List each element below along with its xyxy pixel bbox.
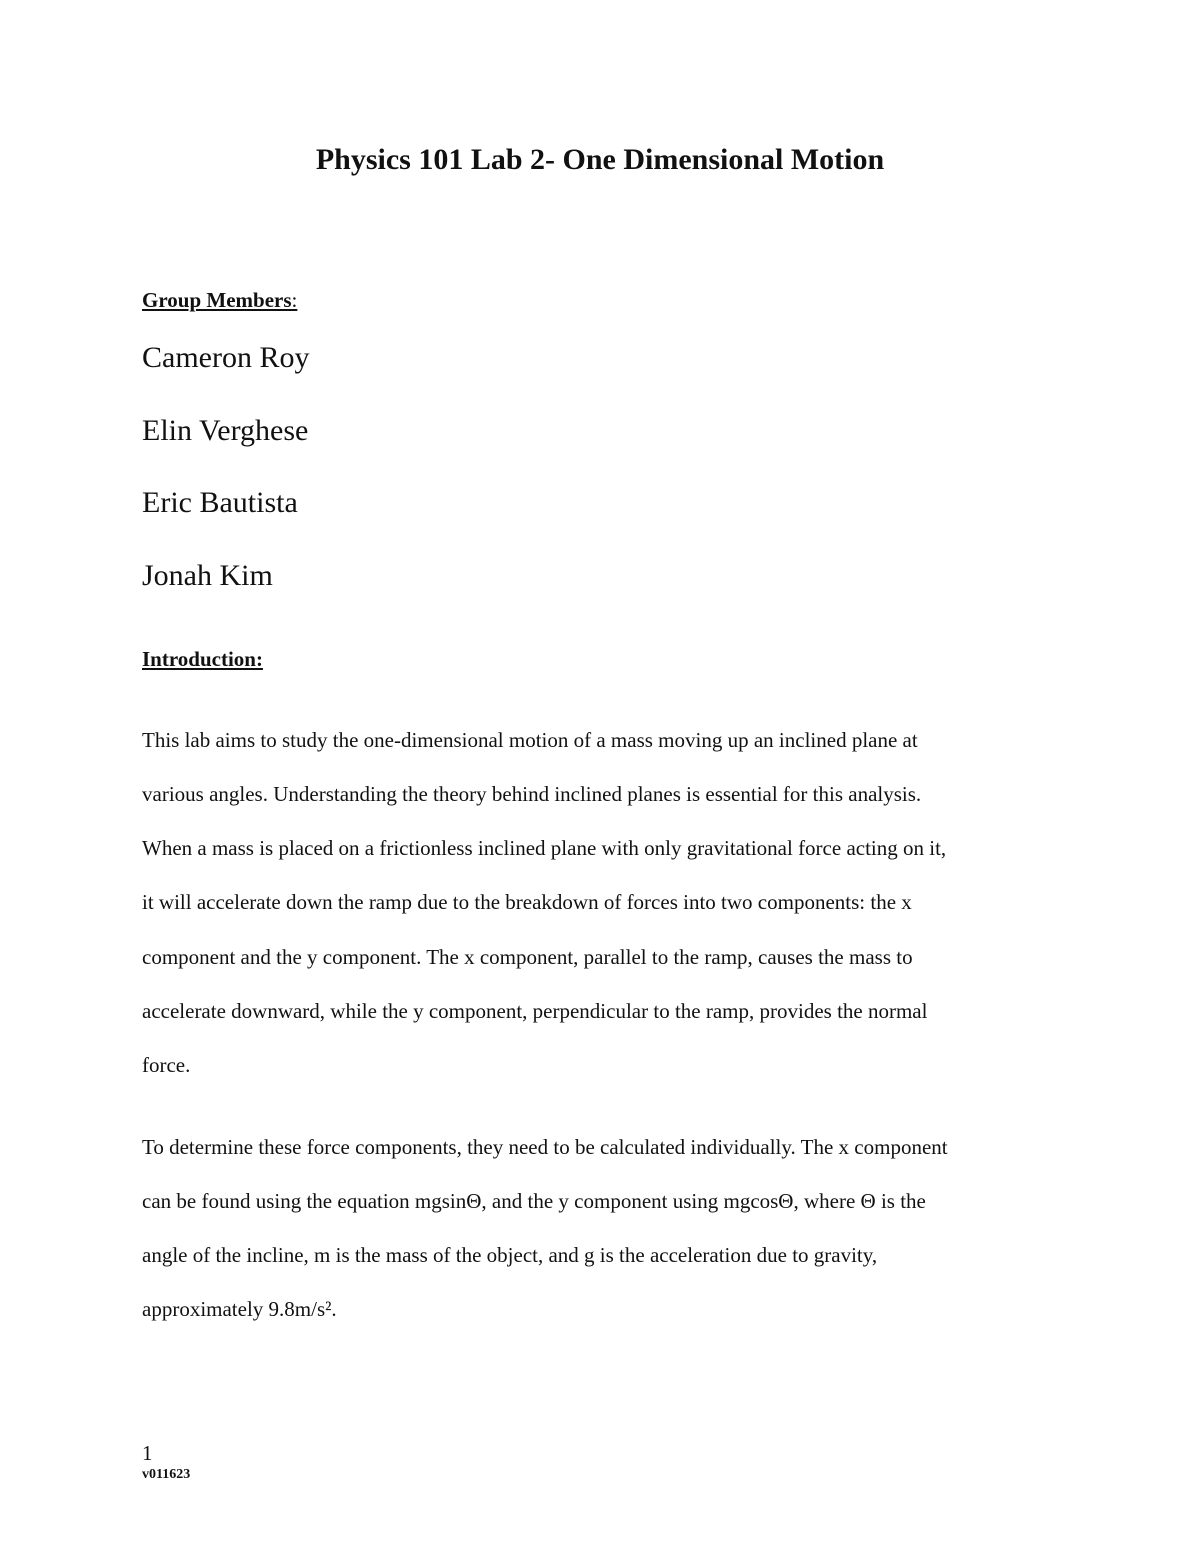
paragraph-line: To determine these force components, they need to be calculated individually. The x component	[142, 1135, 948, 1159]
member-name: Eric Bautista	[142, 486, 298, 519]
paragraph-line: angle of the incline, m is the mass of the object, and g is the acceleration due to gravity,	[142, 1243, 878, 1267]
document-title: Physics 101 Lab 2- One Dimensional Motion	[315, 143, 885, 176]
paragraph-line: accelerate downward, while the y component, perpendicular to the ramp, provides the normal	[142, 999, 928, 1023]
paragraph-line: This lab aims to study the one-dimensional motion of a mass moving up an inclined plane at	[142, 728, 918, 752]
paragraph-line: it will accelerate down the ramp due to the breakdown of forces into two components: the x	[142, 890, 912, 914]
paragraph-line: force.	[142, 1053, 191, 1077]
page-number: 1	[142, 1441, 153, 1465]
member-name: Elin Verghese	[142, 414, 309, 447]
paragraph-line: approximately 9.8m/s².	[142, 1297, 337, 1321]
introduction-heading: Introduction:	[142, 647, 263, 671]
paragraph-line: can be found using the equation mgsinΘ, and the y component using mgcosΘ, where Θ is the	[142, 1189, 926, 1213]
group-members-heading	[142, 287, 297, 313]
paragraph-line: When a mass is placed on a frictionless inclined plane with only gravitational force acting on it,	[142, 836, 947, 860]
member-name: Cameron Roy	[142, 341, 310, 374]
member-name: Jonah Kim	[142, 559, 273, 592]
version-label: v011623	[142, 1467, 191, 1482]
paragraph-line: component and the y component. The x component, parallel to the ramp, causes the mass to	[142, 945, 913, 969]
paragraph-line: various angles. Understanding the theory behind inclined planes is essential for this analysis.	[142, 782, 922, 806]
group-members-heading-colon: :	[291, 288, 298, 312]
group-members-heading-text: Group Members	[142, 288, 292, 312]
